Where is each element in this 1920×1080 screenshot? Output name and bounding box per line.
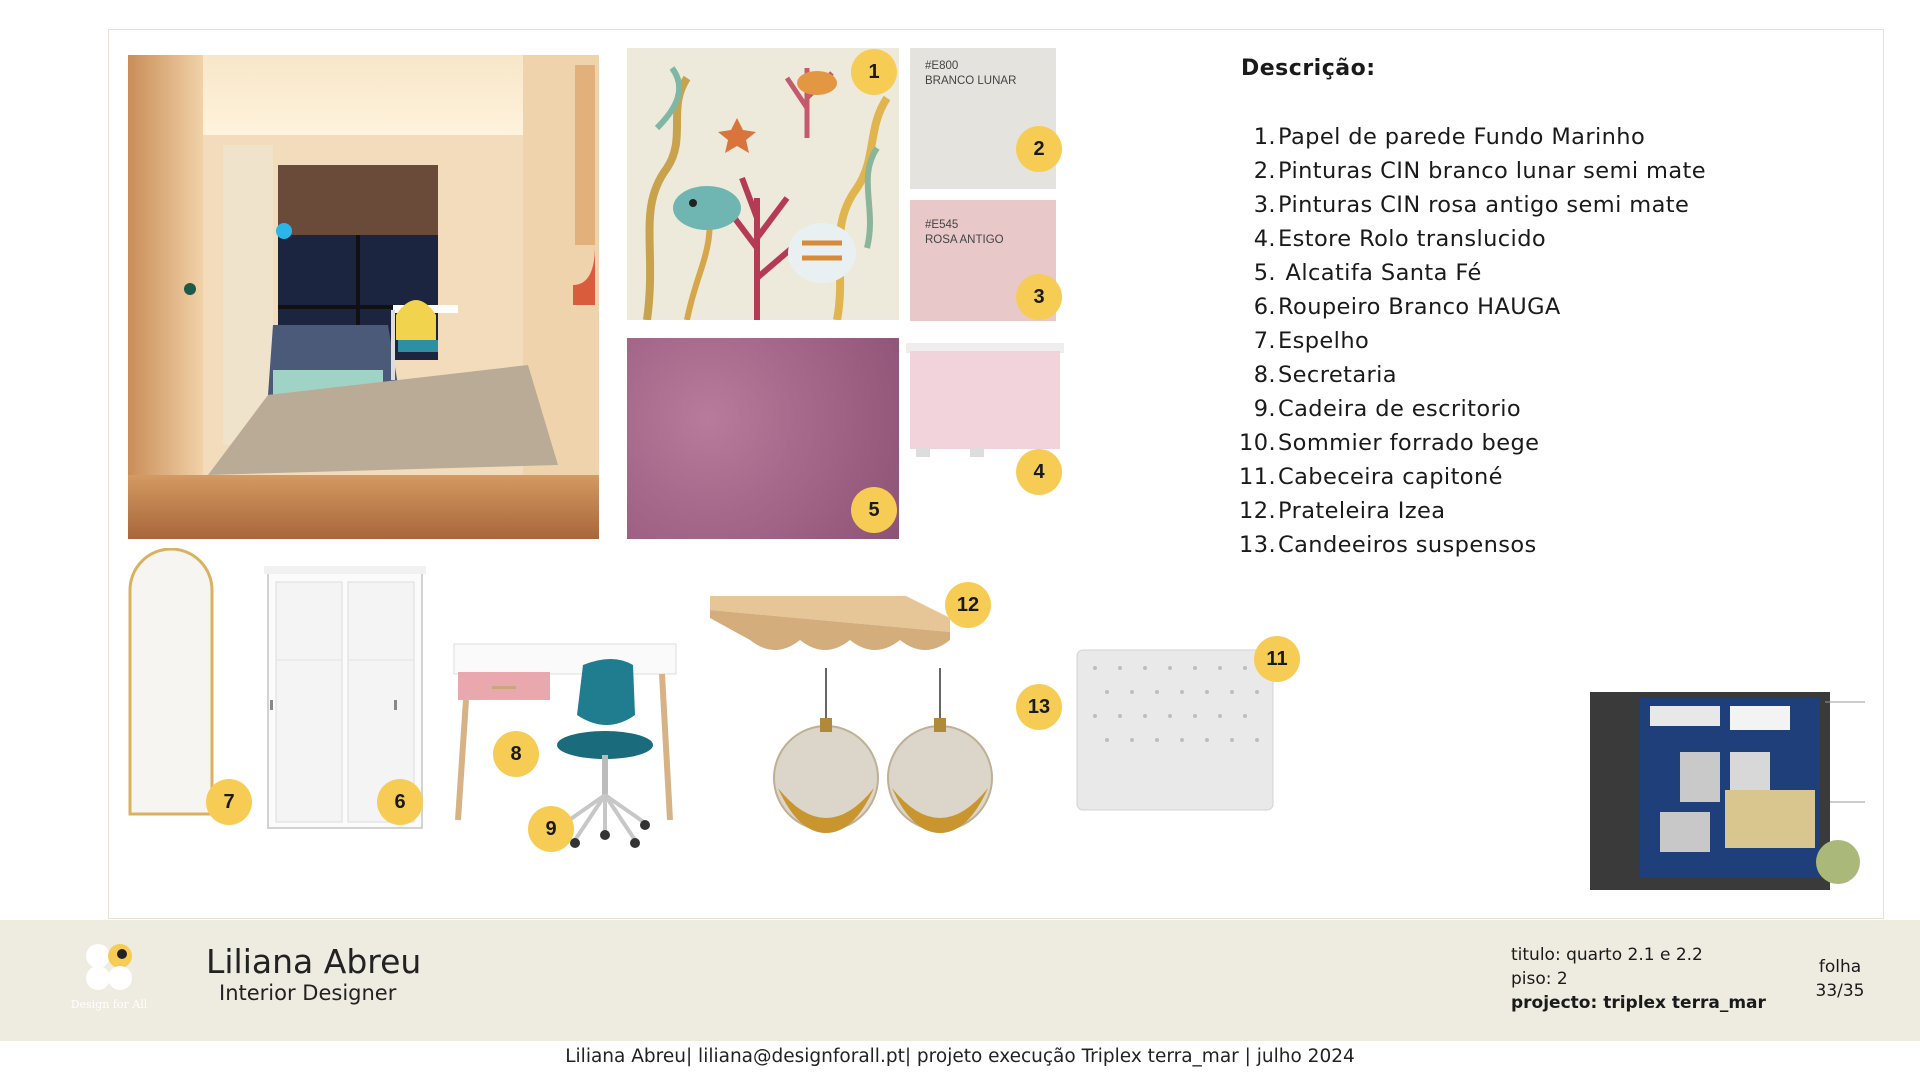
list-item bbox=[1236, 460, 1756, 494]
list-item-number: 12. bbox=[1239, 498, 1276, 524]
sheet-title: titulo: quarto 2.1 e 2.2 bbox=[1511, 945, 1703, 965]
sheet-label: folha bbox=[1818, 957, 1862, 977]
list-item-number: 13. bbox=[1239, 532, 1276, 558]
roller-blind bbox=[906, 343, 1064, 461]
company-logo bbox=[64, 942, 154, 1016]
list-item bbox=[1236, 324, 1756, 358]
list-item bbox=[1236, 256, 1756, 290]
badge-3: 3 bbox=[1016, 274, 1062, 320]
badge-13: 13 bbox=[1016, 684, 1062, 730]
list-item bbox=[1236, 426, 1756, 460]
designer-name: Liliana Abreu bbox=[206, 942, 422, 981]
list-item bbox=[1236, 154, 1756, 188]
list-item-number: 9. bbox=[1253, 396, 1276, 422]
list-item-number: 7. bbox=[1253, 328, 1276, 354]
badge-2: 2 bbox=[1016, 126, 1062, 172]
list-item-number: 8. bbox=[1253, 362, 1276, 388]
list-item-number: 10. bbox=[1239, 430, 1276, 456]
swatch-code: #E545 bbox=[925, 219, 959, 231]
designer-role: Interior Designer bbox=[219, 981, 397, 1005]
bedroom-render bbox=[128, 55, 599, 539]
swatch-name: ROSA ANTIGO bbox=[925, 234, 1004, 246]
list-item-text: Pinturas CIN rosa antigo semi mate bbox=[1278, 192, 1690, 218]
list-item-text: Secretaria bbox=[1278, 362, 1397, 388]
logo-text: Design for All bbox=[70, 998, 148, 1011]
badge-9: 9 bbox=[528, 806, 574, 852]
arched-mirror bbox=[128, 548, 214, 816]
list-item-text: Prateleira Izea bbox=[1278, 498, 1446, 524]
badge-6: 6 bbox=[377, 779, 423, 825]
sheet-number: 33/35 bbox=[1815, 981, 1865, 1001]
list-item bbox=[1236, 358, 1756, 392]
footer-contact-line: Liliana Abreu| liliana@designforall.pt| projeto execução Triplex terra_mar | julho 2024 bbox=[565, 1046, 1355, 1067]
list-item bbox=[1236, 494, 1756, 528]
list-item-number: 2. bbox=[1253, 158, 1276, 184]
list-item bbox=[1236, 528, 1756, 562]
list-item bbox=[1236, 188, 1756, 222]
badge-1: 1 bbox=[851, 49, 897, 95]
list-item-text: Candeeiros suspensos bbox=[1278, 532, 1537, 558]
list-item-number: 11. bbox=[1239, 464, 1276, 490]
tufted-headboard bbox=[1075, 648, 1275, 812]
description-list bbox=[1236, 120, 1756, 562]
list-item-text: Cabeceira capitoné bbox=[1278, 464, 1503, 490]
sheet-floor: piso: 2 bbox=[1511, 969, 1568, 989]
list-item bbox=[1236, 222, 1756, 256]
list-item-text: Alcatifa Santa Fé bbox=[1278, 260, 1482, 286]
swatch-code: #E800 bbox=[925, 60, 959, 72]
sheet-project: projecto: triplex terra_mar bbox=[1511, 993, 1766, 1013]
list-item-text: Roupeiro Branco HAUGA bbox=[1278, 294, 1561, 320]
swatch-name: BRANCO LUNAR bbox=[925, 75, 1017, 87]
list-item-number: 1. bbox=[1253, 124, 1276, 150]
list-item-text: Papel de parede Fundo Marinho bbox=[1278, 124, 1646, 150]
wooden-shelf bbox=[706, 588, 952, 660]
description-title: Descrição: bbox=[1241, 56, 1376, 81]
list-item-text: Cadeira de escritorio bbox=[1278, 396, 1522, 422]
list-item-number: 3. bbox=[1253, 192, 1276, 218]
badge-7: 7 bbox=[206, 779, 252, 825]
list-item bbox=[1236, 290, 1756, 324]
list-item bbox=[1236, 392, 1756, 426]
pendant-lamps bbox=[768, 668, 998, 840]
badge-11: 11 bbox=[1254, 636, 1300, 682]
list-item-text: Sommier forrado bege bbox=[1278, 430, 1540, 456]
list-item-text: Estore Rolo translucido bbox=[1278, 226, 1547, 252]
list-item-number: 5. bbox=[1253, 260, 1276, 286]
badge-4: 4 bbox=[1016, 449, 1062, 495]
list-item-number: 6. bbox=[1253, 294, 1276, 320]
badge-12: 12 bbox=[945, 582, 991, 628]
list-item bbox=[1236, 120, 1756, 154]
list-item-number: 4. bbox=[1253, 226, 1276, 252]
list-item-text: Espelho bbox=[1278, 328, 1370, 354]
floor-plan bbox=[1590, 692, 1865, 890]
badge-8: 8 bbox=[493, 731, 539, 777]
badge-5: 5 bbox=[851, 487, 897, 533]
list-item-text: Pinturas CIN branco lunar semi mate bbox=[1278, 158, 1706, 184]
